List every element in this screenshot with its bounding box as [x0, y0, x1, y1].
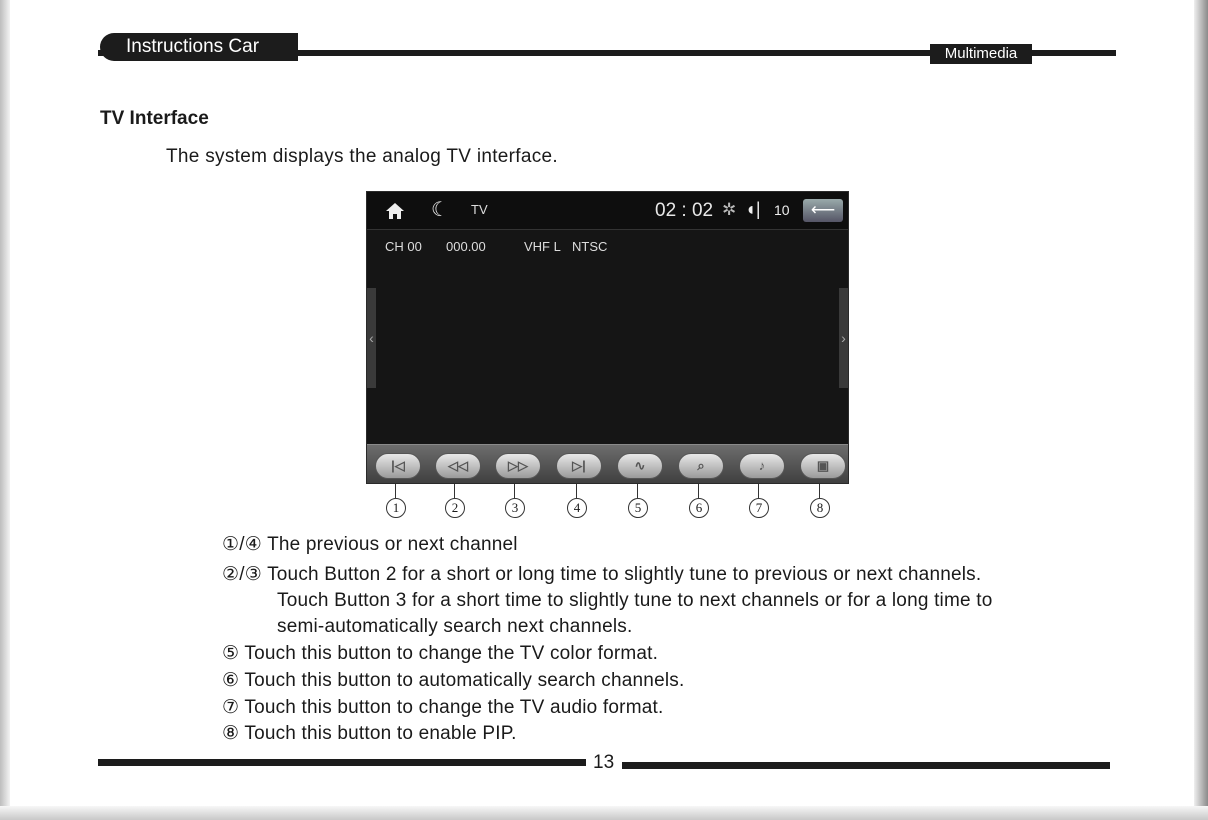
- volume-level: 10: [774, 202, 790, 218]
- desc-marker: ⑤: [222, 643, 240, 664]
- left-panel-handle[interactable]: ‹: [367, 288, 376, 388]
- page-edge-right: [1194, 0, 1208, 820]
- desc-text: Touch Button 2 for a short or long time to slightly tune to previous or next channels.: [267, 564, 982, 585]
- tv-screen: [366, 191, 849, 484]
- callout-3: 3: [505, 484, 525, 522]
- tv-control-bar: [367, 444, 848, 484]
- desc-text: Touch this button to enable PIP.: [244, 723, 517, 744]
- back-arrow-icon[interactable]: ⟵: [803, 199, 843, 222]
- clock: 02 : 02: [655, 200, 714, 221]
- desc-7: [222, 696, 663, 719]
- bluetooth-icon: ✲: [722, 200, 737, 219]
- header-tab-left: Instructions Car: [100, 33, 298, 61]
- volume-icon[interactable]: ◖|: [745, 199, 761, 219]
- footer-rule-right: [622, 762, 1110, 769]
- desc-marker: ⑦: [222, 697, 240, 718]
- callout-2: 2: [445, 484, 465, 522]
- color-system-label: NTSC: [572, 239, 608, 254]
- desc-2-3: [222, 563, 981, 586]
- desc-text: Touch Button 3 for a short time to slightly tune to next channels or for a long time to: [277, 590, 993, 611]
- home-icon[interactable]: [385, 202, 405, 220]
- frequency-label: 000.00: [446, 239, 486, 254]
- desc-marker: ⑥: [222, 670, 240, 691]
- callout-5: 5: [628, 484, 648, 522]
- desc-text: Touch this button to change the TV audio format.: [244, 697, 664, 718]
- moon-icon[interactable]: ☾: [431, 199, 449, 221]
- desc-2-3-cont-1: [277, 590, 993, 612]
- intro-text: The system displays the analog TV interface.: [166, 146, 558, 167]
- callout-6: 6: [689, 484, 709, 522]
- desc-text: The previous or next channel: [267, 534, 518, 555]
- callout-7: 7: [749, 484, 769, 522]
- footer-rule-left: [98, 759, 586, 766]
- band-label: VHF L: [524, 239, 561, 254]
- page-number: 13: [593, 752, 615, 773]
- desc-marker: ②/③: [222, 564, 262, 585]
- header-tab-right: Multimedia: [930, 44, 1032, 64]
- tv-status-bar: [367, 192, 848, 230]
- tv-source-label: TV: [471, 202, 488, 217]
- section-title: TV Interface: [100, 108, 209, 129]
- desc-6: [222, 669, 684, 692]
- desc-2-3-cont-2: [277, 616, 632, 638]
- fast-rewind-button[interactable]: ◁◁: [435, 453, 481, 479]
- desc-text: semi-automatically search next channels.: [277, 616, 633, 637]
- previous-channel-button[interactable]: |◁: [375, 453, 421, 479]
- fast-forward-button[interactable]: ▷▷: [495, 453, 541, 479]
- desc-text: Touch this button to change the TV color format.: [244, 643, 659, 664]
- desc-8: [222, 722, 517, 745]
- page-edge-left: [0, 0, 10, 820]
- desc-marker: ①/④: [222, 534, 262, 555]
- callout-1: 1: [386, 484, 406, 522]
- auto-search-button[interactable]: ⌕: [678, 453, 724, 479]
- callout-4: 4: [567, 484, 587, 522]
- next-channel-button[interactable]: ▷|: [556, 453, 602, 479]
- pip-button[interactable]: ▣: [800, 453, 846, 479]
- right-panel-handle[interactable]: ›: [839, 288, 848, 388]
- desc-5: [222, 642, 658, 665]
- callout-8: 8: [810, 484, 830, 522]
- desc-text: Touch this button to automatically search channels.: [244, 670, 685, 691]
- desc-1-4: [222, 533, 518, 556]
- audio-format-button[interactable]: ♪: [739, 453, 785, 479]
- color-format-button[interactable]: ∿: [617, 453, 663, 479]
- channel-label: CH 00: [385, 239, 422, 254]
- desc-marker: ⑧: [222, 723, 240, 744]
- page-edge-bottom: [0, 806, 1208, 820]
